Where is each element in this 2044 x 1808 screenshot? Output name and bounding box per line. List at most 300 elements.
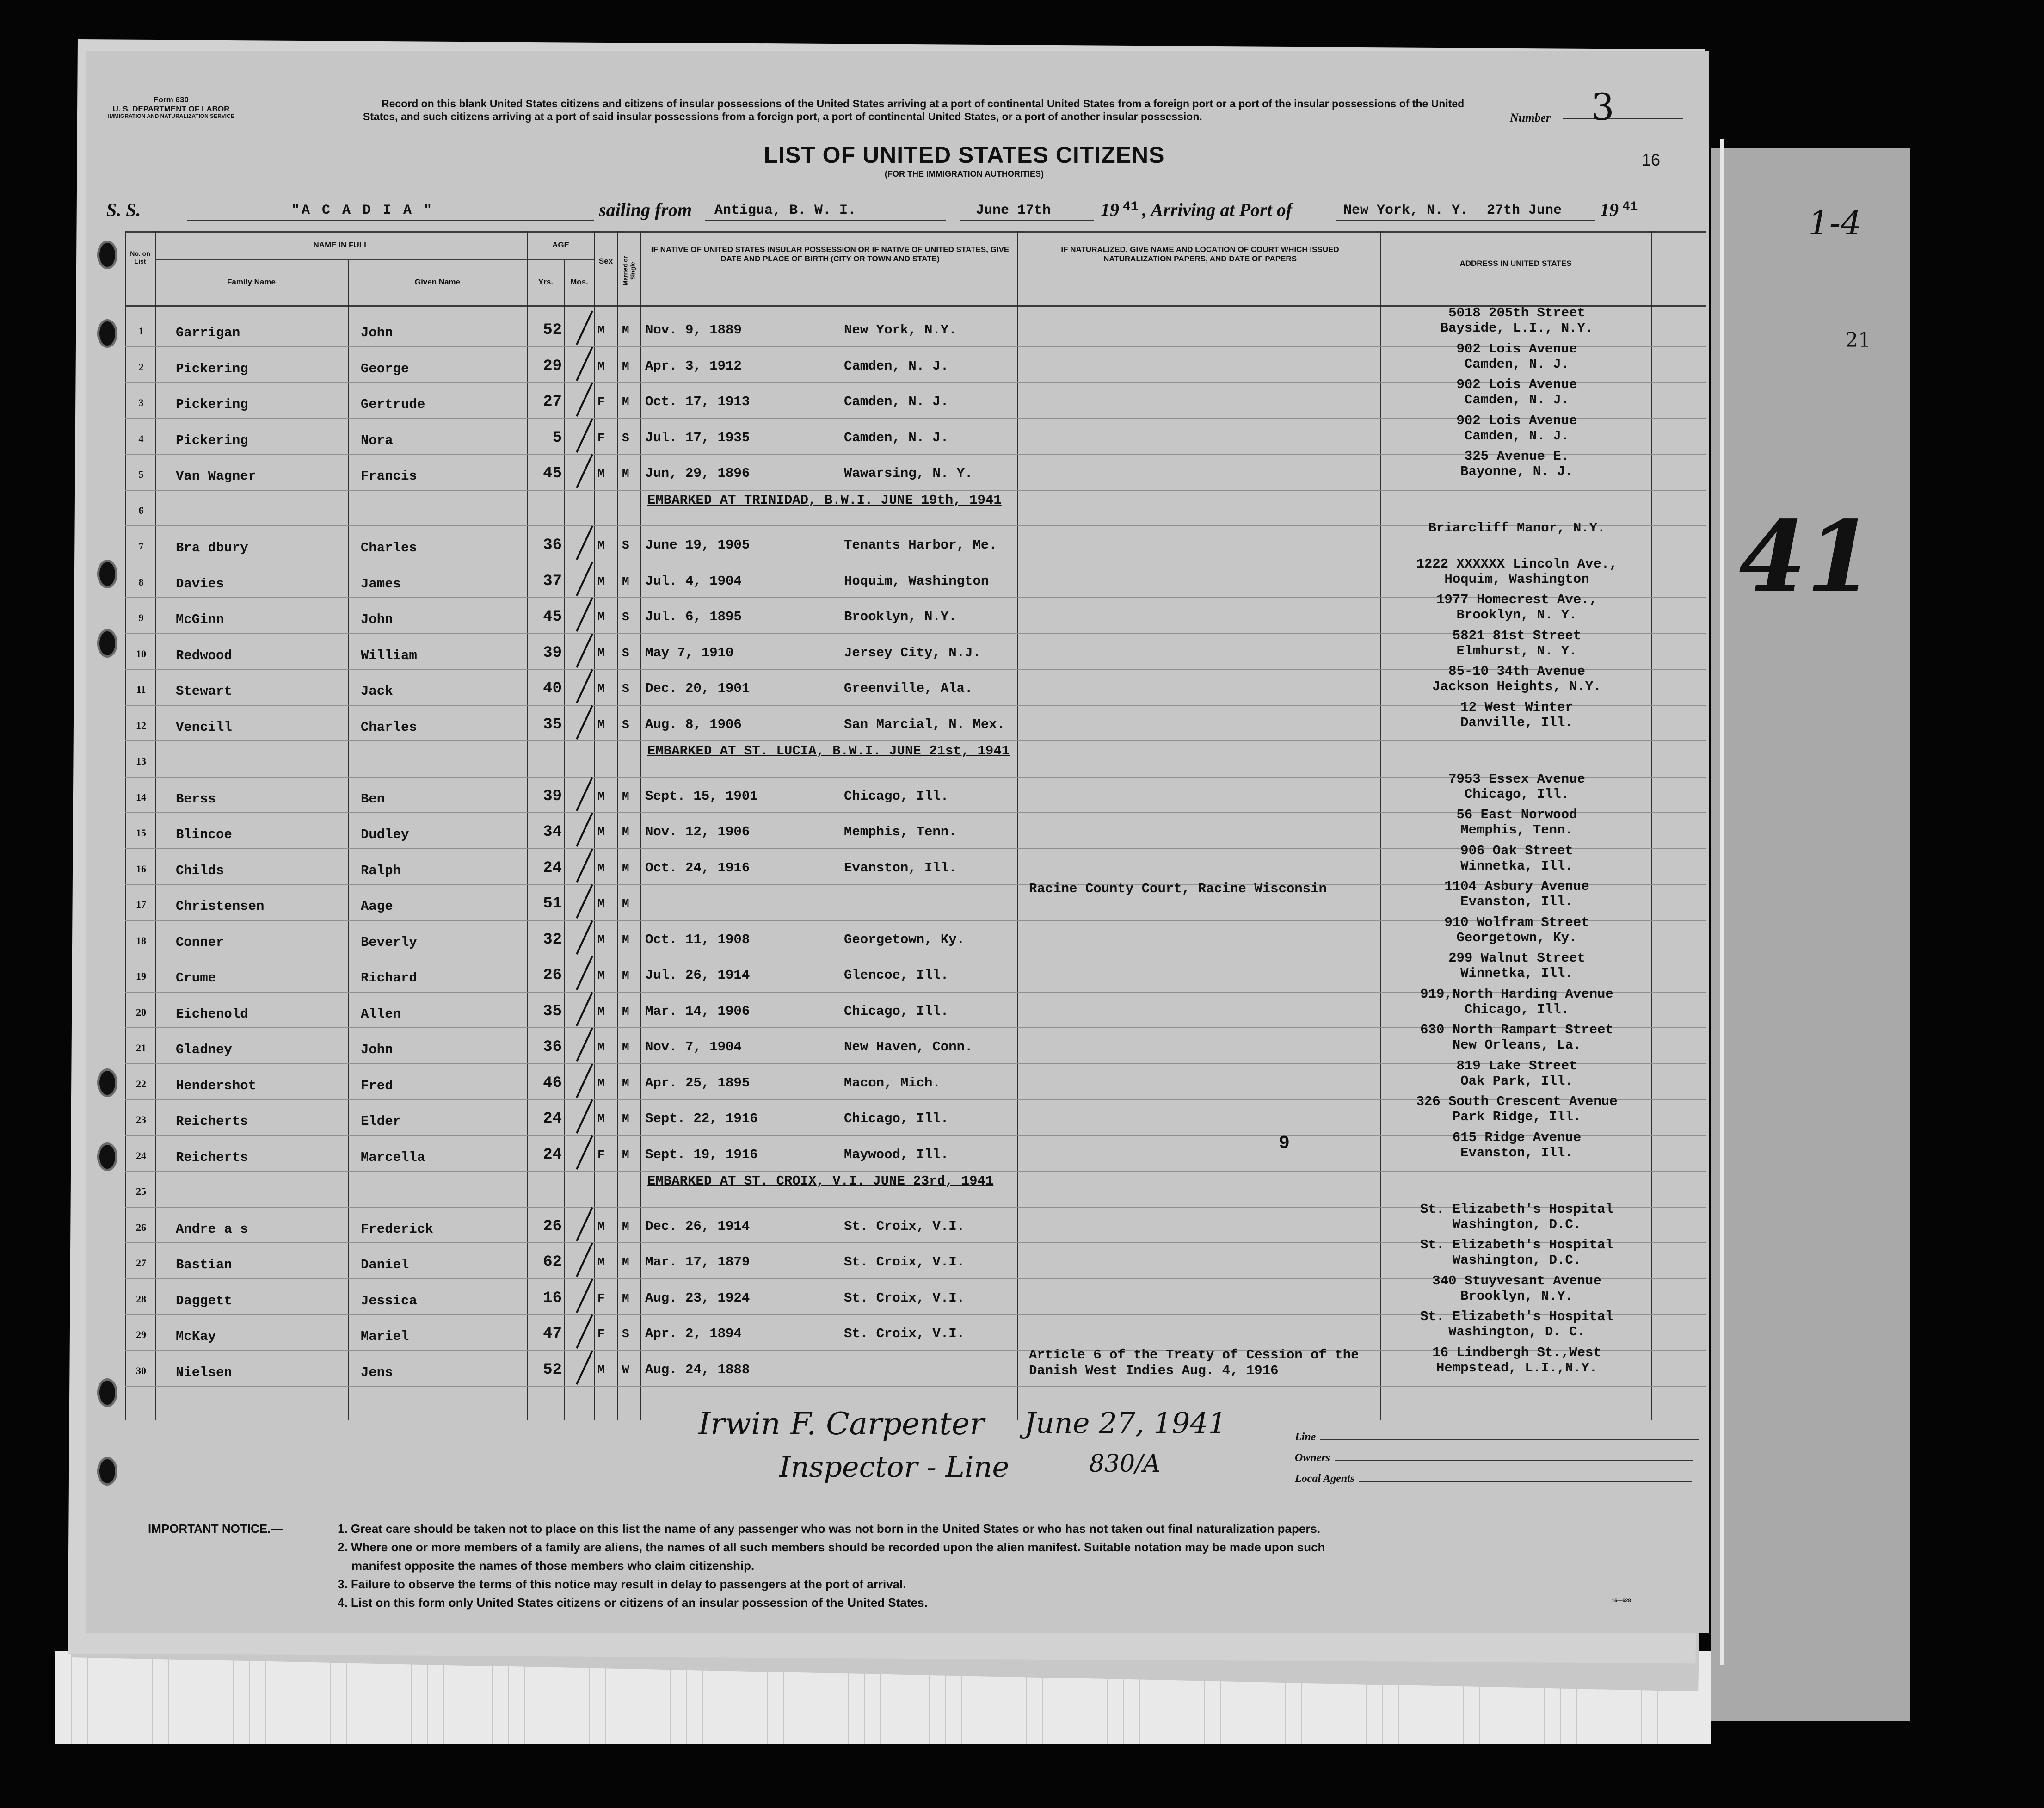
family-name: Redwood [176, 648, 232, 663]
birth-date: Dec. 20, 1901 [645, 681, 750, 696]
marital-status: M [622, 323, 629, 337]
age-years: 35 [543, 1002, 562, 1020]
row-number: 19 [136, 970, 146, 982]
family-name: Pickering [176, 397, 248, 412]
marital-status: M [622, 861, 629, 875]
birth-date: Nov. 7, 1904 [645, 1039, 742, 1055]
given-name: James [361, 576, 401, 592]
marital-status: M [622, 395, 629, 409]
punch-hole [97, 319, 117, 348]
row-number: 15 [136, 827, 146, 839]
address-line-1: 906 Oak Street [1460, 843, 1573, 858]
marital-status: S [622, 431, 629, 445]
sex: F [597, 395, 605, 409]
address-line-1: 85-10 34th Avenue [1448, 664, 1585, 679]
row-number: 28 [136, 1293, 146, 1305]
check-mark [576, 311, 593, 345]
row-number: 10 [136, 648, 146, 660]
age-years: 40 [543, 680, 562, 697]
marital-status: M [622, 1076, 629, 1090]
birth-date: Jun, 29, 1896 [645, 466, 750, 481]
form-title: LIST OF UNITED STATES CITIZENS [763, 142, 1165, 168]
marital-status: S [622, 1327, 629, 1341]
birth-place: Evanston, Ill. [844, 860, 957, 876]
sex: M [597, 717, 605, 732]
birth-place: Camden, N. J. [844, 394, 949, 409]
age-years: 26 [543, 1217, 562, 1235]
punch-hole [97, 241, 117, 269]
birth-place: St. Croix, V.I. [844, 1254, 965, 1270]
row-number: 7 [138, 540, 144, 552]
col-no: No. on List [130, 250, 150, 265]
table-row [86, 1129, 1709, 1173]
date-underline [960, 220, 1094, 221]
sex: M [597, 1219, 605, 1234]
given-name: Frederick [361, 1221, 433, 1237]
birth-date: Aug. 24, 1888 [645, 1362, 750, 1377]
family-name: Reicherts [176, 1149, 248, 1165]
address-line-1: 299 Walnut Street [1448, 950, 1585, 966]
margin-mark-number: 21 [1845, 328, 1871, 352]
address-line-2: Evanston, Ill. [1460, 894, 1573, 909]
check-mark [576, 383, 593, 417]
family-name: Eichenold [176, 1006, 248, 1022]
age-years: 62 [543, 1253, 562, 1271]
birth-place: Chicago, Ill. [844, 788, 949, 804]
address-line-2: Washington, D.C. [1452, 1253, 1582, 1268]
birth-place: Wawarsing, N. Y. [844, 466, 973, 481]
sex: F [597, 1148, 605, 1162]
notice-item: 2. Where one or more members of a family are aliens, the names of all such members should be recorded upon the alien manifest. Suitable notation may be made upon such [338, 1540, 1325, 1554]
sex: M [597, 359, 605, 373]
address-line-1: 56 East Norwood [1456, 807, 1577, 822]
birth-date: Jul. 26, 1914 [645, 968, 750, 983]
given-name: Gertrude [361, 397, 425, 412]
birth-date: Sept. 15, 1901 [645, 788, 758, 804]
sex: M [597, 610, 605, 624]
to-port: New York, N. Y. [1343, 203, 1469, 218]
address-line-1: 12 West Winter [1460, 699, 1573, 715]
birth-place: Camden, N. J. [844, 430, 949, 445]
row-number: 12 [136, 719, 146, 731]
given-name: Fred [361, 1078, 393, 1093]
check-mark [576, 562, 593, 596]
marital-status: M [622, 789, 629, 803]
birth-date: Oct. 17, 1913 [645, 394, 750, 409]
row-number: 26 [136, 1221, 146, 1233]
section-heading: EMBARKED AT TRINIDAD, B.W.I. JUNE 19th, 1941 [647, 492, 1002, 508]
birth-place: Greenville, Ala. [844, 681, 973, 696]
birth-date: Apr. 2, 1894 [645, 1326, 742, 1341]
check-mark [576, 454, 593, 488]
age-years: 35 [543, 716, 562, 734]
given-name: John [361, 612, 393, 627]
given-name: Jens [361, 1364, 393, 1380]
address-line-1: St. Elizabeth's Hospital [1420, 1201, 1613, 1217]
birth-place: San Marcial, N. Mex. [844, 716, 1005, 732]
address-line-2: Bayside, L.I., N.Y. [1440, 321, 1594, 336]
sex: F [597, 1291, 605, 1305]
age-years: 34 [543, 823, 562, 841]
row-number: 1 [138, 325, 144, 337]
family-name: Van Wagner [176, 469, 257, 484]
family-name: Stewart [176, 684, 232, 699]
address-line-2: Evanston, Ill. [1460, 1145, 1573, 1160]
year-prefix-2: 19 [1600, 199, 1619, 220]
back-sheet-edge [1720, 139, 1724, 1665]
stray-mark: 9 [1279, 1133, 1290, 1154]
birth-place: Macon, Mich. [844, 1075, 941, 1091]
marital-status: M [622, 1291, 629, 1305]
row-number: 6 [138, 504, 144, 516]
given-name: Allen [361, 1006, 401, 1022]
birth-date: Dec. 26, 1914 [645, 1218, 750, 1234]
marital-status: S [622, 538, 629, 552]
age-years: 24 [543, 1146, 562, 1164]
age-years: 24 [543, 1110, 562, 1128]
agents-line-label: Line [1295, 1431, 1316, 1443]
family-name: Vencill [176, 719, 232, 735]
agents-owners-label: Owners [1295, 1452, 1330, 1464]
birth-date: Aug. 23, 1924 [645, 1290, 750, 1306]
col-family-name: Family Name [227, 278, 276, 286]
number-label: Number [1510, 111, 1551, 124]
birth-date: Nov. 9, 1889 [645, 322, 742, 338]
address-line-2: Camden, N. J. [1464, 392, 1570, 407]
address-line-2: Chicago, Ill. [1464, 1001, 1570, 1017]
marital-status: S [622, 682, 629, 696]
address-line-1: 7953 Essex Avenue [1448, 771, 1585, 787]
address-line-2: Oak Park, Ill. [1460, 1073, 1573, 1089]
row-number: 21 [136, 1042, 146, 1054]
punch-hole [97, 1142, 117, 1171]
address-line-1: 902 Lois Avenue [1456, 377, 1577, 392]
given-name: Jack [361, 684, 393, 699]
address-line-2: Park Ridge, Ill. [1452, 1109, 1582, 1124]
given-name: Marcella [361, 1149, 425, 1165]
row-number: 2 [138, 361, 144, 373]
from-underline [705, 220, 946, 221]
given-name: Jessica [361, 1293, 417, 1308]
arriving-label: , Arriving at Port of [1142, 199, 1293, 220]
address-line-2: Elmhurst, N. Y. [1456, 643, 1577, 659]
given-name: Mariel [361, 1329, 409, 1344]
given-name: Charles [361, 540, 417, 555]
check-mark [576, 1207, 593, 1241]
sail-date: June 17th [976, 203, 1051, 218]
inspector-line: Inspector - Line [779, 1450, 1010, 1484]
address-line-2: Danville, Ill. [1460, 715, 1573, 730]
from-port: Antigua, B. W. I. [714, 203, 856, 218]
address-line-1: 16 Lindbergh St.,West [1432, 1345, 1601, 1360]
table-top-rule [125, 231, 1706, 233]
marital-status: W [622, 1363, 629, 1377]
address-line-2: Georgetown, Ky. [1456, 930, 1577, 945]
sex: M [597, 1112, 605, 1126]
address-line-2: New Orleans, La. [1452, 1037, 1582, 1053]
address-line-1: 340 Stuyvesant Avenue [1432, 1273, 1601, 1289]
marital-status: M [622, 825, 629, 839]
col-name-in-full: NAME IN FULL [313, 241, 369, 249]
citizens-list-form [86, 51, 1709, 1633]
row-number: 17 [136, 899, 146, 910]
check-mark [576, 1314, 593, 1349]
check-mark [576, 1278, 593, 1313]
col-age: AGE [552, 241, 569, 249]
birth-place: Maywood, Ill. [844, 1147, 949, 1162]
notice-label: IMPORTANT NOTICE.— [148, 1522, 283, 1536]
address-line-1: 615 Ridge Avenue [1452, 1129, 1582, 1145]
row-number: 16 [136, 863, 146, 875]
row-number: 30 [136, 1364, 146, 1376]
given-name: Aage [361, 899, 393, 914]
ship-name: "A C A D I A " [291, 203, 434, 218]
row-number: 27 [136, 1257, 146, 1269]
print-code: 16—628 [1612, 1598, 1631, 1604]
address-line-1: St. Elizabeth's Hospital [1420, 1237, 1613, 1253]
col-address: ADDRESS IN UNITED STATES [1459, 259, 1572, 268]
age-years: 16 [543, 1289, 562, 1307]
notice-item: 4. List on this form only United States citizens or citizens of an insular possession of the United States. [338, 1596, 928, 1610]
birth-date: June 19, 1905 [645, 537, 750, 553]
birth-place: Hoquim, Washington [844, 573, 989, 589]
age-years: 39 [543, 644, 562, 662]
birth-date: Nov. 12, 1906 [645, 824, 750, 839]
family-name: McKay [176, 1329, 216, 1344]
number-value: 3 [1591, 86, 1614, 129]
address-line-2: Chicago, Ill. [1464, 786, 1570, 802]
check-mark [576, 633, 593, 667]
to-underline [1336, 220, 1595, 221]
age-years: 36 [543, 1038, 562, 1056]
punch-hole [97, 560, 117, 588]
given-name: Ben [361, 791, 385, 807]
age-years: 51 [543, 895, 562, 913]
given-name: Elder [361, 1114, 401, 1129]
voyage-line [86, 190, 1709, 227]
sex: M [597, 969, 605, 982]
birth-date: Oct. 11, 1908 [645, 932, 750, 947]
form-id-block [95, 95, 247, 120]
given-name: John [361, 325, 393, 340]
given-name: Francis [361, 469, 417, 484]
name-subrule [155, 259, 527, 260]
row-number: 23 [136, 1114, 146, 1125]
address-line-2: Washington, D. C. [1448, 1324, 1585, 1339]
address-line-1: 819 Lake Street [1456, 1058, 1577, 1074]
page-number: 16 [1642, 150, 1661, 169]
birth-date: Sept. 22, 1916 [645, 1111, 758, 1126]
family-name: Christensen [176, 899, 265, 914]
check-mark [576, 992, 593, 1026]
birth-place: Brooklyn, N.Y. [844, 609, 957, 624]
naturalization: Racine County Court, Racine Wisconsin [1029, 881, 1327, 896]
family-name: Conner [176, 934, 224, 950]
section-heading: EMBARKED AT ST. CROIX, V.I. JUNE 23rd, 1941 [647, 1173, 994, 1189]
sex: M [597, 538, 605, 552]
birth-date: Jul. 4, 1904 [645, 573, 742, 589]
age-years: 52 [543, 1361, 562, 1379]
marital-status: S [622, 610, 629, 624]
age-years: 37 [543, 572, 562, 590]
birth-date: Sept. 19, 1916 [645, 1147, 758, 1162]
col-birth: IF NATIVE OF UNITED STATES INSULAR POSSESSION OR IF NATIVE OF UNITED STATES, GIVE DATE AND PLACE OF BIRTH (CITY OR TOWN AND STATE) [651, 245, 1010, 264]
birth-place: St. Croix, V.I. [844, 1290, 965, 1306]
check-mark [576, 418, 593, 452]
check-mark [576, 777, 593, 811]
given-name: Daniel [361, 1257, 409, 1272]
birth-date: Oct. 24, 1916 [645, 860, 750, 876]
age-years: 36 [543, 537, 562, 554]
row-number: 20 [136, 1006, 146, 1018]
year-prefix-1: 19 [1101, 199, 1119, 220]
ship-underline [187, 220, 594, 221]
marital-status: M [622, 897, 629, 911]
address-line-2: Bayonne, N. J. [1460, 464, 1573, 479]
age-years: 46 [543, 1074, 562, 1092]
family-name: Crume [176, 970, 216, 986]
given-name: John [361, 1042, 393, 1057]
sex: M [597, 825, 605, 839]
passenger-table [86, 231, 1709, 1420]
birth-date: Apr. 3, 1912 [645, 358, 742, 374]
margin-mark-range: 1-4 [1808, 204, 1862, 242]
sex: M [597, 682, 605, 696]
birth-place: Chicago, Ill. [844, 1111, 949, 1126]
sex: F [597, 1327, 605, 1341]
address-line-1: 630 North Rampart Street [1420, 1022, 1613, 1037]
family-name: Pickering [176, 432, 248, 448]
address-line-2: Camden, N. J. [1464, 428, 1570, 444]
address-line-2: Camden, N. J. [1464, 356, 1570, 372]
check-mark [576, 1243, 593, 1277]
check-mark [576, 598, 593, 632]
family-name: Pickering [176, 361, 248, 376]
address-line-2: Jackson Heights, N.Y. [1432, 679, 1601, 694]
notice-items [338, 1519, 1679, 1612]
sex: M [597, 932, 605, 947]
arrival-date: 27th June [1487, 203, 1562, 218]
table-row [86, 1345, 1709, 1388]
family-name: Daggett [176, 1293, 232, 1308]
sex: M [597, 646, 605, 660]
birth-place: St. Croix, V.I. [844, 1326, 965, 1341]
marital-status: M [622, 1148, 629, 1162]
back-sheet [1711, 148, 1910, 1721]
check-mark [576, 920, 593, 954]
table-row [86, 699, 1709, 743]
row-number: 5 [138, 469, 144, 480]
sex: M [597, 789, 605, 803]
col-naturalized: IF NATURALIZED, GIVE NAME AND LOCATION OF COURT WHICH ISSUED NATURALIZATION PAPERS, AND DATE OF PAPERS [1061, 245, 1339, 264]
birth-date: Jul. 17, 1935 [645, 430, 750, 445]
punch-hole [97, 1068, 117, 1097]
signature-date: June 27, 1941 [1024, 1406, 1227, 1440]
instructions: Record on this blank United States citizens and citizens of insular possessions of the United States arriving at a port of continental United States from a foreign port or a port of the insular possessions of the United States, and such citizens arriving at a port of said insular possessions from a foreign port, a port of continental United States, or a port of another insular possession. [363, 98, 1465, 123]
birth-date: Mar. 17, 1879 [645, 1254, 750, 1270]
check-mark [576, 1135, 593, 1169]
row-number: 14 [136, 791, 146, 803]
agents-block [1295, 1427, 1699, 1489]
row-number: 8 [138, 576, 144, 588]
birth-place: St. Croix, V.I. [844, 1218, 965, 1234]
marital-status: M [622, 1040, 629, 1054]
family-name: Blincoe [176, 827, 232, 842]
birth-place: Glencoe, Ill. [844, 968, 949, 983]
address-line-1: 5821 81st Street [1452, 628, 1582, 643]
check-mark [576, 346, 593, 381]
age-years: 47 [543, 1325, 562, 1343]
sex: M [597, 574, 605, 588]
form-subtitle: (FOR THE IMMIGRATION AUTHORITIES) [885, 169, 1044, 179]
col-given-name: Given Name [414, 278, 461, 286]
marital-status: S [622, 646, 629, 660]
age-years: 27 [543, 393, 562, 411]
check-mark [576, 1028, 593, 1062]
marital-status: M [622, 359, 629, 373]
birth-place: New Haven, Conn. [844, 1039, 973, 1055]
check-mark [576, 813, 593, 847]
family-name: Childs [176, 863, 224, 878]
check-mark [576, 1063, 593, 1098]
age-years: 26 [543, 967, 562, 984]
age-years: 5 [552, 429, 562, 447]
punch-hole [97, 1378, 117, 1407]
birth-place: Memphis, Tenn. [844, 824, 957, 839]
inspector-signature: Irwin F. Carpenter [698, 1406, 985, 1442]
year-2: 41 [1622, 200, 1638, 214]
sex: M [597, 1004, 605, 1018]
row-number: 11 [136, 684, 146, 695]
check-mark [576, 526, 593, 560]
family-name: Bastian [176, 1257, 232, 1272]
sex: M [597, 1076, 605, 1090]
check-mark [576, 1099, 593, 1134]
given-name: Beverly [361, 934, 417, 950]
sex: M [597, 1363, 605, 1377]
family-name: Gladney [176, 1042, 232, 1057]
row-number: 18 [136, 934, 146, 946]
row-number: 9 [138, 612, 144, 623]
birth-place: Camden, N. J. [844, 358, 949, 374]
check-mark [576, 884, 593, 919]
family-name: Davies [176, 576, 224, 592]
birth-place: Jersey City, N.J. [844, 645, 981, 660]
punch-hole [97, 1457, 117, 1486]
table-row [86, 449, 1709, 492]
birth-place: Tenants Harbor, Me. [844, 537, 997, 553]
address-line-1: St. Elizabeth's Hospital [1420, 1309, 1613, 1324]
naturalization: Article 6 of the Treaty of Cession of the Danish West Indies Aug. 4, 1916 [1029, 1347, 1359, 1378]
address-line-1: Briarcliff Manor, N.Y. [1428, 520, 1606, 536]
address-line-2: Brooklyn, N.Y. [1460, 1288, 1573, 1304]
check-mark [576, 705, 593, 739]
address-line-1: 910 Wolfram Street [1444, 914, 1589, 930]
marital-status: S [622, 717, 629, 732]
service: IMMIGRATION AND NATURALIZATION SERVICE [108, 113, 234, 120]
address-line-2: Hempstead, L.I.,N.Y. [1436, 1360, 1598, 1376]
age-years: 45 [543, 608, 562, 626]
address-line-1: 902 Lois Avenue [1456, 413, 1577, 428]
notice-item: 3. Failure to observe the terms of this notice may result in delay to passengers at the port of arrival. [338, 1577, 906, 1591]
row-number: 4 [138, 432, 144, 444]
row-number: 25 [136, 1185, 146, 1197]
family-name: Andre a s [176, 1221, 248, 1237]
address-line-2: Hoquim, Washington [1444, 571, 1589, 587]
given-name: George [361, 361, 409, 376]
row-number: 29 [136, 1329, 146, 1340]
col-age-mos: Mos. [570, 278, 588, 286]
